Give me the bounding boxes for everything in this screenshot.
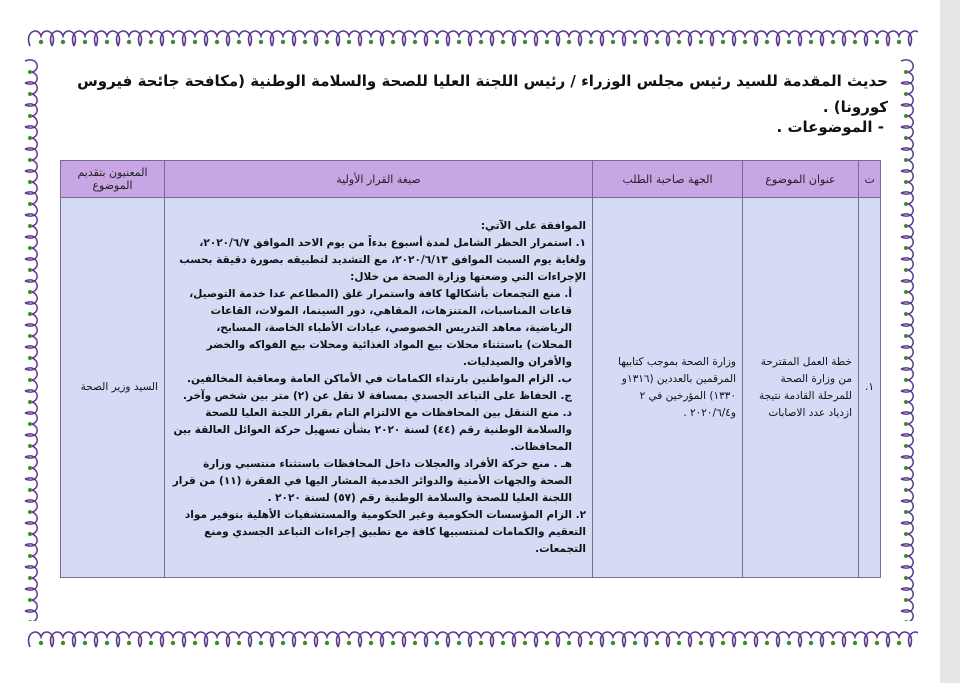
border-motif [359,632,384,647]
ornamental-border-left [22,55,42,621]
border-motif [865,31,890,46]
border-motif [315,632,340,647]
ornamental-border-top [22,18,918,58]
border-motif [901,566,913,590]
border-motif [821,632,846,647]
border-motif [755,632,780,647]
border-motif [271,632,296,647]
border-motif [901,280,913,304]
row-number: ١. [859,198,881,578]
decision-intro: الموافقة على الآتي: [480,219,586,232]
ornamental-border-right [898,55,918,621]
border-motif [117,632,142,647]
border-motif [623,632,648,647]
border-motif [901,192,913,216]
table-row [61,198,881,578]
border-motif [909,31,918,46]
border-motif [337,31,362,46]
border-motif [491,31,516,46]
border-motif [25,324,37,348]
border-motif [755,31,780,46]
border-motif [25,236,37,260]
border-motif [161,31,186,46]
decision-item-1d: د. منع التنقل بين المحافظات مع الالتزام التام بقرار اللجنة العليا للصحة والسلامة الوطنية رقم (٤٤) لسنة ٢٠٢٠ بشأن تسهيل حركة العوائل العالقة بين المحافظات. [173,406,572,453]
border-motif [901,258,913,282]
border-motif [25,566,37,590]
border-motif [901,544,913,568]
header-requesting-party: الجهة صاحبة الطلب [593,161,743,198]
border-motif [623,31,648,46]
border-motif [73,632,98,647]
border-motif [557,632,582,647]
border-motif [733,632,758,647]
border-motif [865,632,890,647]
border-motif [25,170,37,194]
border-motif [513,632,538,647]
border-motif [843,632,868,647]
border-motif [25,434,37,458]
border-motif [733,31,758,46]
decision-item-2: ٢. الزام المؤسسات الحكومية وغير الحكومية والمستشفيات الأهلية بتوفير مواد التعقيم والكمامات لمنتسبيها كافة مع تطبيق إجراءات التباعد الجسدي ومنع التجمعات. [184,508,586,555]
border-motif [29,632,54,647]
border-motif [469,632,494,647]
border-motif [95,31,120,46]
border-motif [579,31,604,46]
border-motif [117,31,142,46]
border-motif [249,632,274,647]
border-motif [901,500,913,524]
border-motif [293,31,318,46]
border-motif [205,31,230,46]
row-requesting-party: وزارة الصحة بموجب كتابيها المرقمين بالعددين (١٣١٦و ١٣٣٠) المؤرخين في ٢ و٢٠٢٠/٦/٤ . [593,198,743,578]
border-motif [249,31,274,46]
border-motif [25,544,37,568]
border-motif [25,500,37,524]
border-motif [777,31,802,46]
border-motif [95,632,120,647]
border-motif [425,632,450,647]
border-motif [901,456,913,480]
border-motif [25,478,37,502]
border-motif [25,522,37,546]
header-number: ت [859,161,881,198]
border-motif [25,104,37,128]
border-motif [901,368,913,392]
border-motif [25,126,37,150]
border-motif [25,60,37,84]
ornamental-border-bottom [22,618,918,660]
border-motif [901,478,913,502]
border-motif [25,412,37,436]
border-motif [901,236,913,260]
border-motif [381,632,406,647]
border-motif [25,280,37,304]
border-motif [315,31,340,46]
border-motif [689,632,714,647]
page-title: حديث المقدمة للسيد رئيس مجلس الوزراء / رئيس اللجنة العليا للصحة والسلامة الوطنية (مكافحة جائحة فيروس كورونا) . [77,72,888,116]
border-motif [227,31,252,46]
border-motif [183,31,208,46]
decision-item-1a: أ. منع التجمعات بأشكالها كافة واستمرار غلق (المطاعم عدا خدمة التوصيل، قاعات المناسبات، المتنزهات، المقاهي، دور السينما، المولات، القاعات الرياضية، معاهد التدريس الخصوصي، عيادات الأطباء الخاصة، المسابح، المحلات) باستثناء محلات بيع المواد الغذائية ومحلات بيع الفواكه والخضر والأفران والصيدليات. [189,287,572,368]
border-motif [901,148,913,172]
border-motif [139,31,164,46]
border-motif [25,390,37,414]
border-motif [535,31,560,46]
border-motif [689,31,714,46]
border-motif [901,522,913,546]
border-motif [777,632,802,647]
border-motif [513,31,538,46]
window-edge [940,0,960,683]
row-topic-title: خطة العمل المقترحة من وزارة الصحة للمرحلة القادمة نتيجة ازدياد عدد الاصابات [743,198,859,578]
border-motif [901,434,913,458]
border-motif [645,632,670,647]
border-motif [25,346,37,370]
border-motif [901,412,913,436]
border-motif [645,31,670,46]
border-motif [557,31,582,46]
border-motif [711,31,736,46]
border-motif [901,104,913,128]
border-motif [887,632,912,647]
decision-item-1c: ج. الحفاظ على التباعد الجسدي بمسافة لا تقل عن (٢) متر بين شخص وآخر. [182,389,572,402]
table-header-row [61,161,881,198]
border-motif [403,31,428,46]
header-decision-wording: صيغة القرار الأولية [165,161,593,198]
decision-item-1: ١. استمرار الحظر الشامل لمدة أسبوع بدءاً من يوم الاحد الموافق ٢٠٢٠/٦/٧، ولغاية يوم السبت الموافق ٢٠٢٠/٦/١٣، مع التشديد لتطبيقه بصورة دقيقة بحسب الإجراءات التي وضعتها وزارة الصحة من خلال: [179,236,586,283]
border-motif [51,31,76,46]
border-motif [901,214,913,238]
section-title: - الموضوعات . [776,118,884,136]
border-motif [25,192,37,216]
border-motif [711,632,736,647]
border-motif [139,632,164,647]
border-motif [227,632,252,647]
border-motif [535,632,560,647]
border-motif [469,31,494,46]
border-motif [25,456,37,480]
border-motif [799,632,824,647]
row-decision-text [165,198,593,578]
border-motif [901,170,913,194]
border-motif [381,31,406,46]
topics-table [60,160,881,578]
border-motif [337,632,362,647]
border-motif [359,31,384,46]
border-motif [579,632,604,647]
border-motif [901,126,913,150]
border-motif [447,31,472,46]
border-motif [25,588,37,612]
border-motif [843,31,868,46]
border-motif [901,588,913,612]
border-motif [29,31,54,46]
border-motif [161,632,186,647]
border-motif [909,632,918,647]
border-motif [25,148,37,172]
border-motif [901,390,913,414]
border-motif [447,632,472,647]
border-motif [25,258,37,282]
border-motif [901,324,913,348]
border-motif [901,82,913,106]
border-motif [293,632,318,647]
header-topic-title: عنوان الموضوع [743,161,859,198]
border-motif [667,31,692,46]
border-motif [601,31,626,46]
border-motif [25,302,37,326]
border-motif [901,302,913,326]
header-concerned-parties: المعنيون بتقديم الموضوع [61,161,165,198]
border-motif [901,60,913,84]
border-motif [667,632,692,647]
border-motif [901,346,913,370]
border-motif [183,632,208,647]
border-motif [25,368,37,392]
border-motif [73,31,98,46]
border-motif [491,632,516,647]
border-motif [51,632,76,647]
decision-item-1b: ب. الزام المواطنين بارتداء الكمامات في الأماكن العامة ومعاقبة المخالفين. [187,372,572,385]
border-motif [799,31,824,46]
border-motif [601,632,626,647]
border-motif [25,82,37,106]
border-motif [425,31,450,46]
border-motif [821,31,846,46]
border-motif [271,31,296,46]
border-motif [25,214,37,238]
border-motif [403,632,428,647]
border-motif [205,632,230,647]
border-motif [887,31,912,46]
decision-item-1e: هـ . منع حركة الأفراد والعجلات داخل المحافظات باستثناء منتسبي وزارة الصحة والجهات الأمنية والدوائر الخدمية المشار اليها في الفقرة (١١) من قرار اللجنة العليا للصحة والسلامة الوطنية رقم (٥٧) لسنة ٢٠٢٠ . [172,457,572,504]
row-concerned-parties: السيد وزير الصحة [61,198,165,578]
